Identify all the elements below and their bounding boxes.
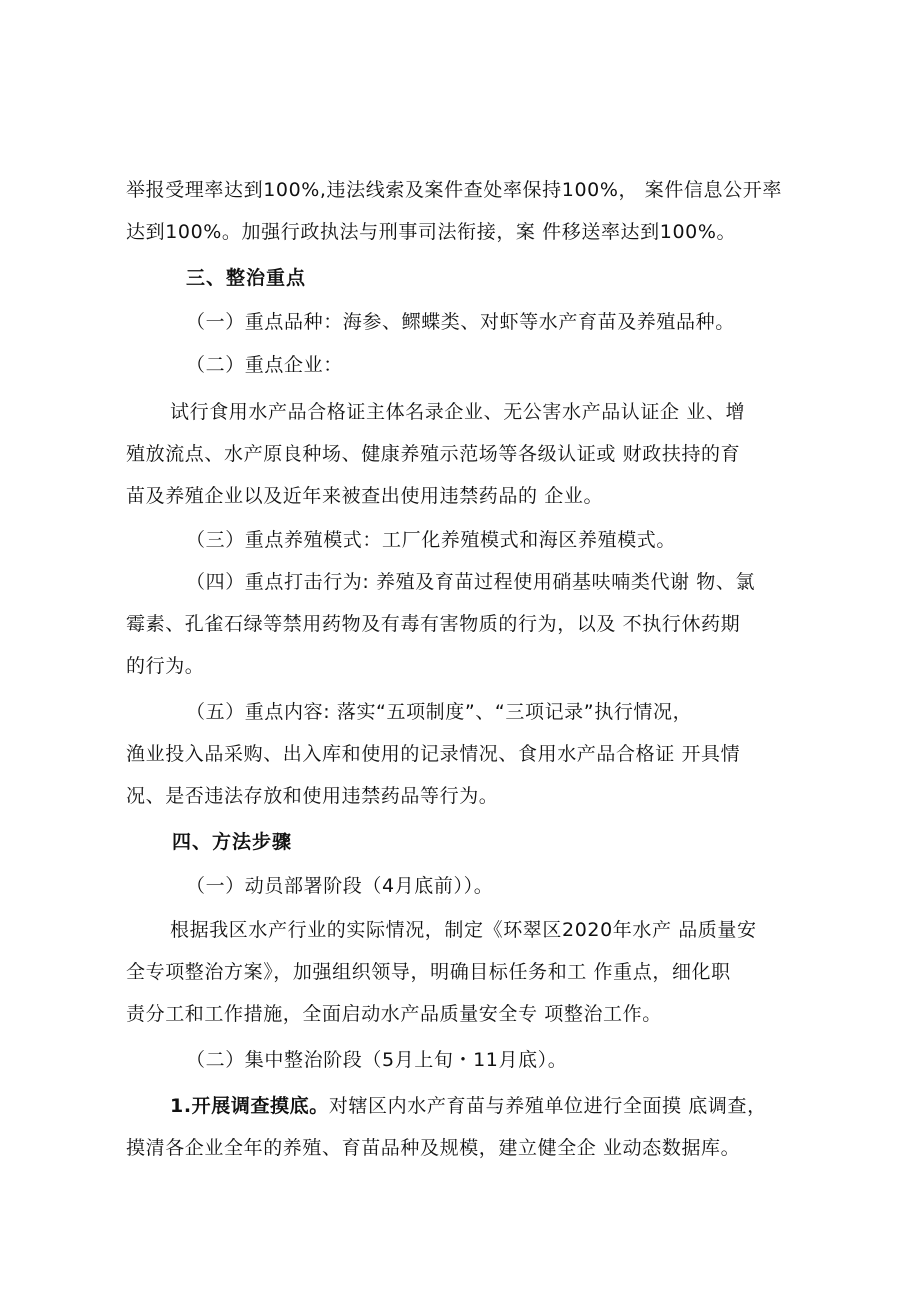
subheading: （二）重点企业： <box>186 354 343 376</box>
paragraph-line: 达到100%。加强行政执法与刑事司法衔接，案 件移送率达到100%。 <box>126 221 737 243</box>
paragraph-line: 根据我区水产行业的实际情况，制定《环翠区2020年水产 品质量安 <box>170 919 757 941</box>
section-heading: 四、方法步骤 <box>172 831 293 853</box>
paragraph-line: （三）重点养殖模式：工厂化养殖模式和海区养殖模式。 <box>186 529 677 551</box>
paragraph-line: 全专项整治方案》，加强组织领导，明确目标任务和工 作重点，细化职 <box>126 961 731 983</box>
paragraph-line: （四）重点打击行为: 养殖及育苗过程使用硝基呋喃类代谢 物、氯 <box>186 571 756 593</box>
list-item-text: 对辖区内水产育苗与养殖单位进行全面摸 底调查， <box>328 1095 767 1117</box>
list-item <box>170 1086 767 1126</box>
subheading: （一）动员部署阶段（4月底前））。 <box>186 875 494 897</box>
paragraph-line: 渔业投入品采购、出入库和使用的记录情况、食用水产品合格证 开具情 <box>126 743 741 765</box>
paragraph-line: （一）重点品种：海参、鳏蝶类、对虾等水产育苗及养殖品种。 <box>186 311 735 333</box>
list-item-number: 1 <box>170 1095 184 1117</box>
paragraph-line: 况、是否违法存放和使用违禁药品等行为。 <box>126 785 499 807</box>
paragraph-line: 的行为。 <box>126 655 205 677</box>
paragraph-line: 霉素、孔雀石绿等禁用药物及有毒有害物质的行为，以及 不执行休药期 <box>126 613 741 635</box>
list-item-lead: .开展调查摸底。 <box>183 1095 329 1117</box>
paragraph-line: 试行食用水产品合格证主体名录企业、无公害水产品认证企 业、增 <box>170 401 746 423</box>
paragraph-line: 举报受理率达到100%,违法线索及案件查处率保持100%， 案件信息公开率 <box>126 179 782 201</box>
paragraph-line: 摸清各企业全年的养殖、育苗品种及规模，建立健全企 业动态数据库。 <box>126 1137 741 1159</box>
subheading: （二）集中整治阶段（5月上旬・11月底）。 <box>186 1049 568 1071</box>
paragraph-line: （五）重点内容: 落实“五项制度”、“三项记录”执行情况， <box>186 701 693 723</box>
paragraph-line: 责分工和工作措施，全面启动水产品质量安全专 项整治工作。 <box>126 1003 662 1025</box>
paragraph-line: 殖放流点、水产原良种场、健康养殖示范场等各级认证或 财政扶持的育 <box>126 443 741 465</box>
section-heading: 三、整治重点 <box>186 267 307 289</box>
paragraph-line: 苗及养殖企业以及近年来被查出使用违禁药品的 企业。 <box>126 485 604 507</box>
